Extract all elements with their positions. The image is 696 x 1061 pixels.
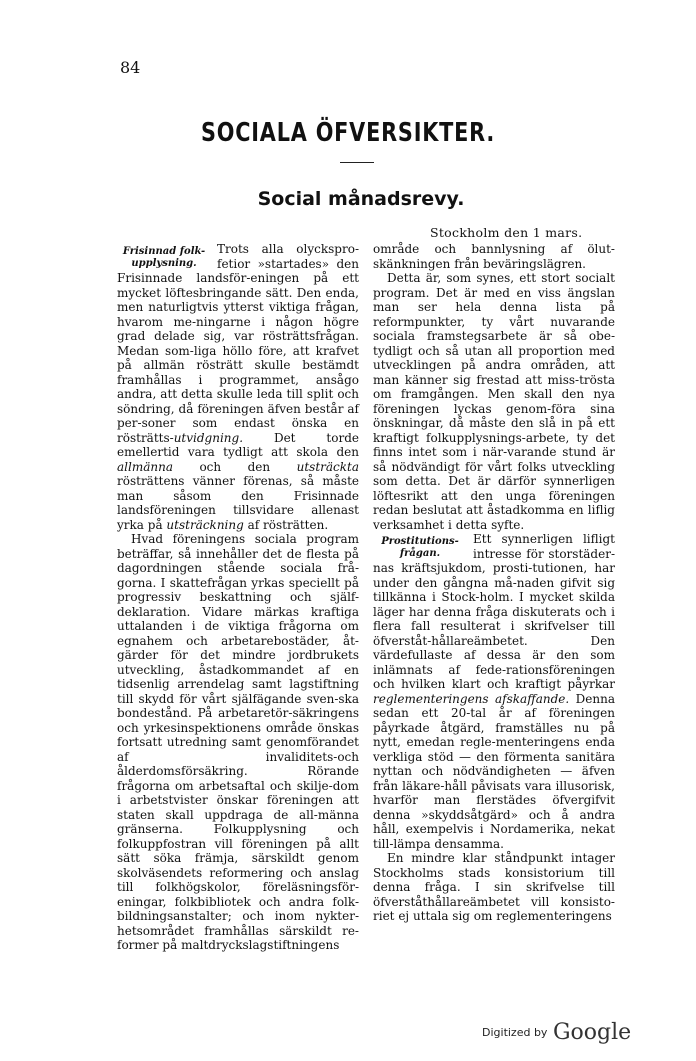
section-title: SOCIALA ÖFVERSIKTER. [200,118,496,148]
paragraph-text: Trots alla olyckspro-fetior »startades» den Frisinnade landsför-eningen på ett mycket löftesbringande sätt. Den enda, men naturligtvis ytterst viktiga frågan, hvarom me-ningarne i någon högre grad delade sig, var rösträttsfrågan. Medan som-liga höllo före, att krafvet på allmän rösträtt skulle bestämdt framhållas i programmet, ansågo andra, att detta skulle leda till split och söndring, då föreningen äfven består af per-soner som endast önska en rösträtts- [117,242,359,445]
left-column [117,242,359,953]
right-paragraph-2: Detta är, som synes, ett stort socialt program. Det är med en viss ängslan man ser hela denna lista på reformpunkter, ty vårt nuvarande sociala framstegsarbete är så obe-tydligt och så utan all proportion med utvecklingen på andra områden, att man känner sig frestad att miss-trösta om framgången. Men skall den nya föreningen lyckas genom-föra sina önskningar, då måste den slå in på ett kraftigt folkupplysnings-arbete, ty det finns intet som i när-varande stund är så nödvändigt för vårt folks utveckling som detta. Det är därför synnerligen löftesrikt att den unga föreningen redan beslutat att åstadkomma en liflig verksamhet i detta syfte. [373,271,615,532]
right-paragraph-3 [373,532,615,851]
right-paragraph-1: område och bannlysning af ölut-skänkningen från beväringslägren. [373,242,615,271]
paragraph-text: Det torde emellertid vara tydligt att skola den [117,430,359,459]
emphasis-text: utsträckta [296,459,359,474]
paragraph-text: och den [172,459,297,474]
article-title: Social månadsrevy. [257,188,465,210]
paragraph-text: Denna sedan ett 20-tal år af föreningen påyrkade åtgärd, framställes nu på nytt, emedan regle-menteringens enda verkliga stöd — den förmenta sanitära nyttan och nödvändigheten — äfven från läkare-håll påvisats vara illusorisk, hvarför man flerstädes öfvergifvit denna »skyddsåtgärd» och å andra håll, exempelvis i Nordamerika, nekat till-lämpa densamma. [373,691,615,851]
digitized-by-label: Digitized by [482,1026,548,1039]
sidenote-frisinnad-folkupplysning: Frisinnad folk-upplysning. [122,246,206,269]
paragraph-text: Ett synnerligen lifligt intresse för storstäder-nas kräftsjukdom, prosti-tutionen, har under den gångna må-naden gifvit sig tillkänna i Stock-holm. I mycket skilda läger har denna fråga diskuterats och i flera fall resulterat i skrifvelser till öfverståt-hållareämbetet. Den värdefullaste af dessa är den som inlämnats af fede-rationsföreningen och hvilken klart och kraftigt påyrkar [373,532,615,691]
dateline: Stockholm den 1 mars. [430,225,583,240]
paragraph-text: af rösträtten. [243,517,329,532]
emphasis-text: utvidgning. [173,430,244,445]
digitized-by-google-watermark [482,1020,631,1045]
right-paragraph-4: En mindre klar ståndpunkt intager Stockholms stads konsistorium till denna fråga. I sin skrifvelse till öfverståthållareämbetet vill konsisto-riet ej uttala sig om reglementeringens [373,851,615,923]
emphasis-text: utsträckning [166,517,244,532]
sidenote-prostitutionsfragan: Prostitutions-frågan. [381,536,459,559]
right-column [373,242,615,924]
google-logo: Google [552,1020,632,1045]
emphasis-text: allmänna [117,459,173,474]
page-number: 84 [120,58,141,77]
left-paragraph-2: Hvad föreningens sociala program beträffar, så innehåller det de flesta på dagordningen stående sociala frå-gorna. I skattefrågan yrkas speciellt på progressiv beskattning och själf-deklaration. Vidare märkas kraftiga uttalanden i de viktiga frågorna om egnahem och arbetarebostäder, åt-gärder för det mindre jordbrukets utveckling, åstadkommandet af en tidsenlig arrendelag samt lagstiftning till skydd för vårt själfägande sven-ska bondestånd. På arbetaretör-säkringens och yrkesinspektionens område önskas fortsatt utredning samt genomförandet af invaliditets-och ålderdomsförsäkring. Rörande frågorna om arbetsaftal och skilje-dom i arbetstvister önskar föreningen att staten skall uppdraga de all-männa gränserna. Folkupplysning och folkuppfostran vill föreningen på allt sätt söka främja, särskildt genom skolväsendets reformering och anslag till folkhögskolor, föreläsningsför-eningar, folkbibliotek och andra folk-bildningsanstalter; och inom nykter-hetsområdet framhållas särskildt re-former på maltdryckslagstiftningens [117,532,359,952]
emphasis-text: reglementeringens afskaffande. [373,691,570,706]
paragraph-text: rösträttens vänner förenas, så måste man såsom den Frisinnade landsföreningen tillsvidare allenast yrka på [117,474,359,532]
left-paragraph-1 [117,242,359,532]
title-divider [340,162,374,163]
